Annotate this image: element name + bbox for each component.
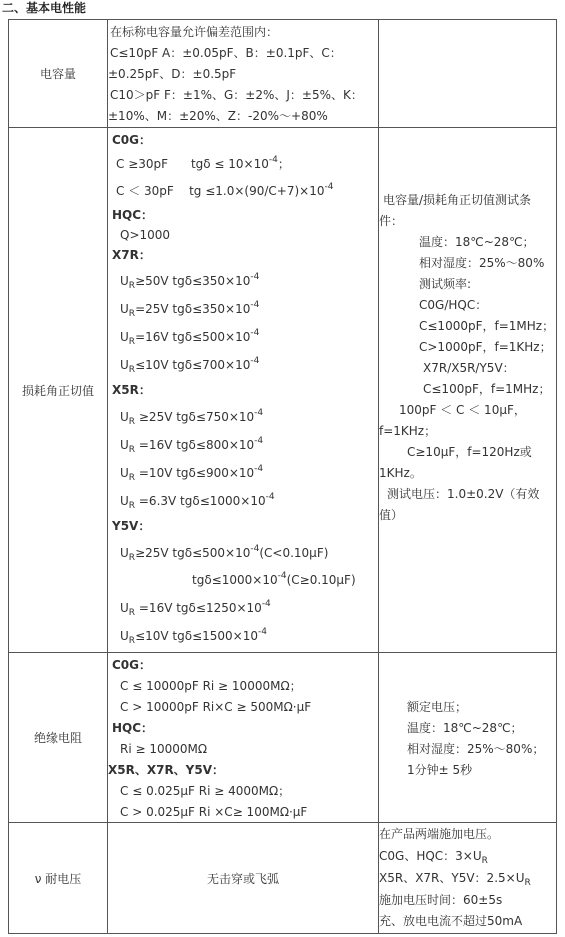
volt-cond-line: 施加电压时间：60±5s [379,893,503,907]
cond-line: 件： [379,214,404,228]
cap-line: 在标称电容量允许偏差范围内： [110,25,279,39]
ins-hqc-1: Ri ≥ 10000MΩ [120,742,208,756]
y5v-value: ≥25V tgδ≤500×10 [135,546,251,560]
c0g-cond-2-tg: tg ≤1.0×(90/C+7)×10 [189,184,325,198]
exp: -4 [254,436,264,446]
exp: -4 [258,627,267,637]
exp: -4 [250,356,260,366]
volt-c0g: C0G、HQC：3×U [379,849,482,863]
x5r-cond [120,465,263,481]
x5r-value: =6.3V tgδ≤1000×10 [135,494,266,508]
capacitance-empty [379,20,557,128]
ins-c0g-2: C > 10000pF Ri×C ≥ 500MΩ·μF [120,700,312,714]
x5r-cond [120,409,263,425]
ins-cond-line: 1分钟± 5秒 [407,763,473,777]
sub-r: R [128,309,136,319]
sub-r: R [128,608,136,618]
y5v-range: (C<0.10μF) [259,546,329,560]
hqc-cond: Q>1000 [120,228,171,242]
y5v-cond-4 [120,628,267,644]
exp: -4 [324,182,334,192]
insulation-test-conditions [379,653,557,823]
y5v-cond-1 [120,545,328,561]
row-insulation [9,653,557,823]
cond-line: 100pF ＜ C ＜ 10μF， [399,403,526,417]
c0g-heading: C0G： [112,133,152,147]
label-loss-tangent: 损耗角正切值 [9,128,108,653]
x5r-heading: X5R： [112,383,151,397]
x7r-value: =16V tgδ≤500×10 [135,330,251,344]
u-symbol: U [120,629,129,643]
sub-r: R [128,553,136,563]
punct: ； [277,157,290,171]
ins-x-2: C > 0.025μF Ri ×C≥ 100MΩ·μF [120,805,308,819]
x5r-cond [120,493,275,509]
u-symbol: U [120,546,129,560]
u-symbol: U [120,330,129,344]
cond-line: C≤100pF，f=1MHz； [423,382,551,396]
cap-line: ±10%、M：±20%、Z：-20%～+80% [108,109,328,123]
label-insulation: 绝缘电阻 [9,653,108,823]
x7r-cond [120,301,259,317]
exp: -4 [250,544,260,554]
cond-line: 相对湿度：25%～80% [419,256,545,270]
sub-r: R [128,473,136,483]
label-capacitance: 电容量 [9,20,108,128]
exp: -4 [268,155,278,165]
cond-line: 1KHz。 [379,466,422,480]
x7r-cond [120,357,259,373]
cond-line: 温度：18℃~28℃； [419,235,535,249]
x5r-cond [120,437,263,453]
c0g-cond-2-c: C ＜ 30pF [116,184,174,198]
exp: -4 [250,272,260,282]
volt-cond-line: 在产品两端施加电压。 [379,827,500,841]
cond-line: 测试电压：1.0±0.2V（有效 [387,487,540,501]
exp: -4 [265,492,275,502]
row-capacitance [9,20,557,128]
cap-line: C10＞pF F：±1%、G：±2%、J：±5%、K： [110,88,363,102]
row-withstand-voltage [9,823,557,934]
label-withstand-voltage: ν 耐电压 [9,823,108,934]
cond-line: f=1KHz； [379,424,437,438]
sub-r: R [128,365,136,375]
insulation-spec [108,653,379,823]
cond-line: C≥10μF，f=120Hz或 [407,445,532,459]
sub-r: R [524,878,531,888]
cond-line: 电容量/损耗角正切值测试条 [383,193,532,207]
y5v-cond-3 [120,600,271,616]
exp: -4 [277,571,287,581]
x7r-value: ≤10V tgδ≤700×10 [135,358,251,372]
cond-line: X7R/X5R/Y5V： [423,361,515,375]
y5v-range: (C≥0.10μF) [286,573,356,587]
volt-cond-line [379,870,531,886]
cond-line: 测试频率: [419,277,472,291]
volt-cond-line [379,848,488,864]
u-symbol: U [120,494,129,508]
y5v-cond-2 [192,572,356,588]
y5v-value: tgδ≤1000×10 [192,573,278,587]
u-symbol: U [120,438,129,452]
x7r-value: ≥50V tgδ≤350×10 [135,274,251,288]
spec-table [8,19,557,934]
ins-x-heading: X5R、X7R、Y5V： [108,763,225,777]
section-heading: 二、基本电性能 [2,1,87,15]
exp: -4 [250,300,260,310]
ins-c0g-heading: C0G： [112,658,152,672]
ins-hqc-heading: HQC： [112,721,154,735]
volt-x: X5R、X7R、Y5V：2.5×U [379,871,525,885]
hqc-heading: HQC： [112,208,154,222]
u-symbol: U [120,358,129,372]
x5r-value: ≥25V tgδ≤750×10 [135,410,255,424]
ins-x-1: C ≤ 0.025μF Ri ≥ 4000MΩ； [120,784,291,798]
capacitance-spec [108,20,379,128]
c0g-cond-1-c: C ≥30pF [116,157,169,171]
cap-line: C≤10pF A：±0.05pF、B：±0.1pF、C： [110,46,342,60]
u-symbol: U [120,466,129,480]
u-symbol: U [120,601,129,615]
cond-line: C≤1000pF，f=1MHz； [419,319,555,333]
y5v-value: ≤10V tgδ≤1500×10 [135,629,258,643]
ins-cond-line: 温度：18℃~28℃； [407,721,523,735]
exp: -4 [254,464,264,474]
c0g-cond-2 [116,183,333,199]
y5v-value: =16V tgδ≤1250×10 [135,601,262,615]
sub-r: R [128,337,136,347]
sub-r: R [128,445,136,455]
y5v-heading: Y5V： [112,519,151,533]
withstand-test-conditions [379,823,557,934]
sub-r: R [481,856,488,866]
cond-line: C0G/HQC： [419,298,488,312]
sub-r: R [128,636,136,646]
x7r-cond [120,329,259,345]
volt-cond-line: 充、放电电流不超过50mA [379,914,523,928]
x7r-cond [120,273,259,289]
u-symbol: U [120,410,129,424]
x7r-heading: X7R： [112,248,151,262]
ins-cond-line: 相对湿度：25%～80%； [407,742,545,756]
exp: -4 [250,328,260,338]
c0g-cond-1 [116,156,290,172]
u-symbol: U [120,302,129,316]
ins-c0g-1: C ≤ 10000pF Ri ≥ 10000MΩ； [120,679,302,693]
cond-line: 值） [379,508,404,522]
x5r-value: =16V tgδ≤800×10 [135,438,255,452]
sub-r: R [128,281,136,291]
u-symbol: U [120,274,129,288]
cap-line: ±0.25pF、D：±0.5pF [108,67,237,81]
x5r-value: =10V tgδ≤900×10 [135,466,255,480]
x7r-value: =25V tgδ≤350×10 [135,302,251,316]
cond-line: C>1000pF，f=1KHz； [419,340,552,354]
exp: -4 [254,408,264,418]
sub-r: R [128,417,136,427]
row-loss-tangent [9,128,557,653]
c0g-cond-1-tg: tgδ ≤ 10×10 [190,157,269,171]
loss-test-conditions [379,128,557,653]
withstand-result: 无击穿或飞弧 [108,823,379,934]
loss-spec [108,128,379,653]
exp: -4 [261,599,271,609]
sub-r: R [128,501,136,511]
ins-cond-line: 额定电压； [407,700,468,714]
